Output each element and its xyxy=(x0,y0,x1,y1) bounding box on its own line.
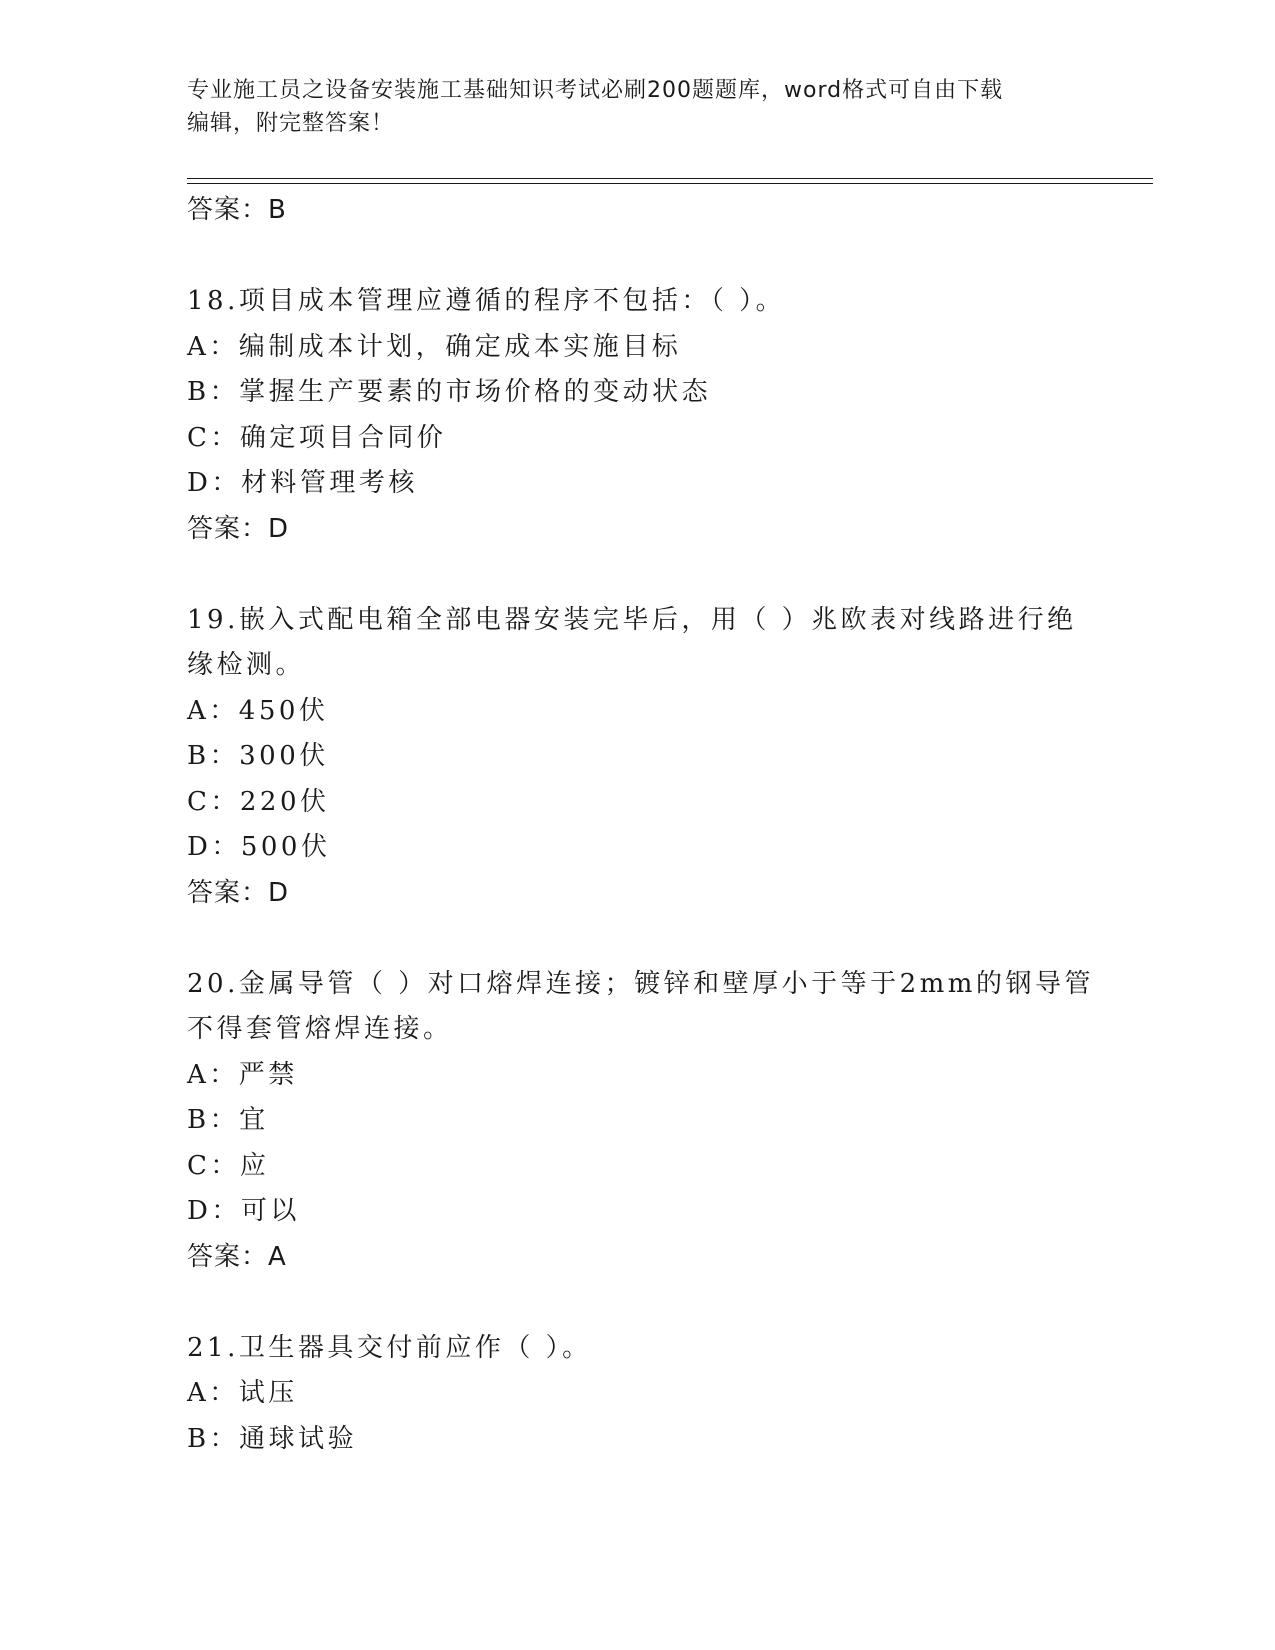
question-stem: 19.嵌入式配电箱全部电器安装完毕后，用（ ）兆欧表对线路进行绝 xyxy=(187,604,1077,635)
option-c: C：应 xyxy=(187,1150,270,1181)
spacer xyxy=(187,916,1067,962)
option-a: A：450伏 xyxy=(187,695,329,726)
question-block xyxy=(187,279,1067,552)
option-c: C：确定项目合同价 xyxy=(187,422,447,453)
option-a: A：严禁 xyxy=(187,1059,298,1090)
page-header xyxy=(187,74,1067,140)
question-stem: 18.项目成本管理应遵循的程序不包括：（ ）。 xyxy=(187,286,786,316)
header-line-1: 专业施工员之设备安装施工基础知识考试必刷200题题库，word格式可自由下载 xyxy=(187,78,1004,103)
question-stem-continued: 不得套管熔焊连接。 xyxy=(187,1014,453,1044)
option-c: C：220伏 xyxy=(187,786,330,817)
header-divider-bottom xyxy=(187,183,1153,184)
answer-line: 答案：A xyxy=(187,1241,287,1272)
option-b: B：300伏 xyxy=(187,741,329,771)
option-a: A：试压 xyxy=(187,1378,298,1408)
header-line-2: 编辑，附完整答案！ xyxy=(187,111,395,136)
question-block xyxy=(187,1326,1067,1463)
option-b: B：宜 xyxy=(187,1105,269,1135)
option-a: A：编制成本计划，确定成本实施目标 xyxy=(187,331,682,362)
option-d: D：可以 xyxy=(187,1196,300,1226)
answer-line: 答案：D xyxy=(187,877,290,908)
question-stem-continued: 缘检测。 xyxy=(187,650,306,680)
header-divider-top xyxy=(187,178,1153,179)
option-b: B：掌握生产要素的市场价格的变动状态 xyxy=(187,377,712,407)
spacer xyxy=(187,552,1067,598)
question-list xyxy=(187,188,1094,1462)
question-block xyxy=(187,962,1094,1281)
spacer xyxy=(187,234,1067,280)
answer-line: 答案：B xyxy=(187,195,287,225)
option-b: B：通球试验 xyxy=(187,1423,358,1454)
question-stem: 20.金属导管（ ）对口熔焊连接；镀锌和壁厚小于等于2mm的钢导管 xyxy=(187,968,1094,999)
spacer xyxy=(187,1280,1067,1326)
question-stem: 21.卫生器具交付前应作（ ）。 xyxy=(187,1332,592,1363)
option-d: D：材料管理考核 xyxy=(187,468,418,498)
question-block xyxy=(187,598,1077,917)
answer-line: 答案：D xyxy=(187,513,290,544)
option-d: D：500伏 xyxy=(187,832,331,862)
